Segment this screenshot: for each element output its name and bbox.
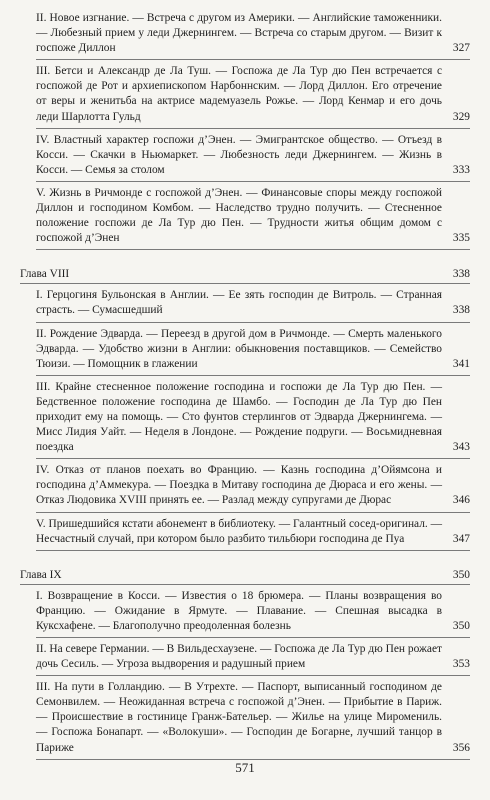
chapter-heading[interactable] xyxy=(20,568,470,585)
toc-entry-page-number: 353 xyxy=(453,657,470,672)
toc-entry[interactable] xyxy=(36,64,470,128)
toc-entry-page-number: 347 xyxy=(453,532,470,547)
toc-entry[interactable] xyxy=(36,186,470,250)
toc-entry[interactable] xyxy=(36,11,470,60)
toc-entry-text: V. Жизнь в Ричмонде с госпожой д’Энен. — Финансовые споры между госпожой Диллон и господином Комбом. — Наследство трудно получить. — Стесненное положение госпожи де Ла Тур дю Пен. — Трудности житья общим домом с госпожой д’Энен xyxy=(36,186,442,245)
toc-entry-page-number: 346 xyxy=(453,493,470,508)
toc-entry-page-number: 333 xyxy=(453,163,470,178)
toc-entry-body xyxy=(36,642,470,672)
toc-entry-body xyxy=(36,463,470,508)
toc-entry-text: II. Новое изгнание. — Встреча с другом из Америки. — Английские таможенники. — Любезный прием у леди Джернингем. — Встреча со старым другом. — Визит к госпоже Диллон xyxy=(36,12,442,55)
toc-entry-body xyxy=(36,589,470,634)
toc-entry-text: III. Бетси и Александр де Ла Туш. — Госпожа де Ла Тур дю Пен встречается с госпожой де Рот и архиепископом Нарбоннским. — Лорд Диллон. Его отречение от веры и женитьба на актрисе мадемуазель Рожье. — Лорд Кенмар и его дочь леди Шарлотта Гульд xyxy=(36,65,442,123)
toc-entry[interactable] xyxy=(36,680,470,759)
toc-entry-page-number: 343 xyxy=(453,440,470,455)
toc-entry-text: II. Рождение Эдварда. — Переезд в другой дом в Ричмонде. — Смерть маленького Эдварда. — Удобство жизни в Англии: обыкновения поставщиков. — Семейство Тюизи. — Помощник в глажении xyxy=(36,327,442,370)
toc-entry-text: IV. Властный характер госпожи д’Энен. — Эмигрантское общество. — Отъезд в Косси. — Скачки в Ньюмаркет. — Любезность леди Джернингем. — Жизнь в Косси. — Семья за столом xyxy=(36,133,442,176)
toc-entry[interactable] xyxy=(36,642,470,676)
chapter-page-number: 350 xyxy=(452,568,470,581)
toc-entry[interactable] xyxy=(36,589,470,638)
toc-entry-page-number: 341 xyxy=(453,357,470,372)
toc-entry-page-number: 329 xyxy=(453,110,470,125)
toc-entry-page-number: 356 xyxy=(453,741,470,756)
toc-entry-text: II. На севере Германии. — В Вильдесхаузене. — Госпожа де Ла Тур дю Пен рожает дочь Сесиль. — Угроза выдворения и радушный прием xyxy=(36,643,442,671)
toc-entry-body xyxy=(36,680,470,755)
toc-entry-body xyxy=(36,11,470,56)
toc-entry-body xyxy=(36,186,470,246)
toc-entry-page-number: 335 xyxy=(453,231,470,246)
toc-entry[interactable] xyxy=(36,517,470,551)
toc-entry-text: III. Крайне стесненное положение господина и госпожи де Ла Тур дю Пен. — Бедственное положение господина де Шамбо. — Господин де Ла Тур дю Пен приходит ему на помощь. — Сто фунтов стерлингов от Эдварда Джернингема. — Мисс Лидия Уайт. — Неделя в Лондоне. — Рождение подруги. — Восьмидневная поездка xyxy=(36,380,442,454)
toc-entry[interactable] xyxy=(36,380,470,459)
page-number: 571 xyxy=(235,760,255,775)
toc-entry-page-number: 338 xyxy=(453,303,470,318)
toc-entry-body xyxy=(36,380,470,455)
toc-entry[interactable] xyxy=(36,133,470,182)
toc-entry-text: IV. Отказ от планов поехать во Францию. — Казнь господина д’Ойямсона и господина д’Аммекура. — Поездка в Митаву господина де Дюраса и его жены. — Отказ Людовика XVIII принять ее. — Разлад между супругами де Дюрас xyxy=(36,464,442,507)
toc-entry-text: V. Пришедшийся кстати абонемент в библиотеку. — Галантный сосед-оригинал. — Несчастный случай, при котором было разбито тильбюри господина де Пуа xyxy=(36,517,442,545)
toc-entry-body xyxy=(36,133,470,178)
toc-entry-body xyxy=(36,327,470,372)
chapter-page-number: 338 xyxy=(452,268,470,281)
toc-entry-text: III. На пути в Голландию. — В Утрехте. — Паспорт, выписанный господином де Семонвилем. — Неожиданная встреча с госпожой д’Энен. — Прибытие в Париж. — Происшествие в гостинице Гранж-Бательер. — Жилье на улице Миромениль. — Госпожа Бонапарт. — «Волокуши». — Господин де Богарне, лучший танцор в Париже xyxy=(36,681,442,754)
chapter-title: Глава IX xyxy=(20,568,62,581)
toc-entry-body xyxy=(36,288,470,318)
toc-entry-page-number: 350 xyxy=(453,619,470,634)
table-of-contents xyxy=(20,11,470,764)
chapter-heading[interactable] xyxy=(20,267,470,284)
toc-entry[interactable] xyxy=(36,463,470,512)
toc-entry-body xyxy=(36,517,470,547)
toc-entry-page-number: 327 xyxy=(453,41,470,56)
toc-entry-body xyxy=(36,64,470,124)
chapter-title: Глава VIII xyxy=(20,268,70,281)
toc-entry-text: I. Возвращение в Косси. — Известия о 18 брюмера. — Планы возвращения во Францию. — Ожидание в Ярмуте. — Плавание. — Спешная высадка в Куксхафене. — Благополучно преодоленная болезнь xyxy=(36,589,442,632)
toc-entry[interactable] xyxy=(36,288,470,322)
toc-entry[interactable] xyxy=(36,327,470,376)
toc-entry-text: I. Герцогиня Бульонская в Англии. — Ее зять господин де Витроль. — Странная страсть. — Сумасшедший xyxy=(36,289,442,317)
